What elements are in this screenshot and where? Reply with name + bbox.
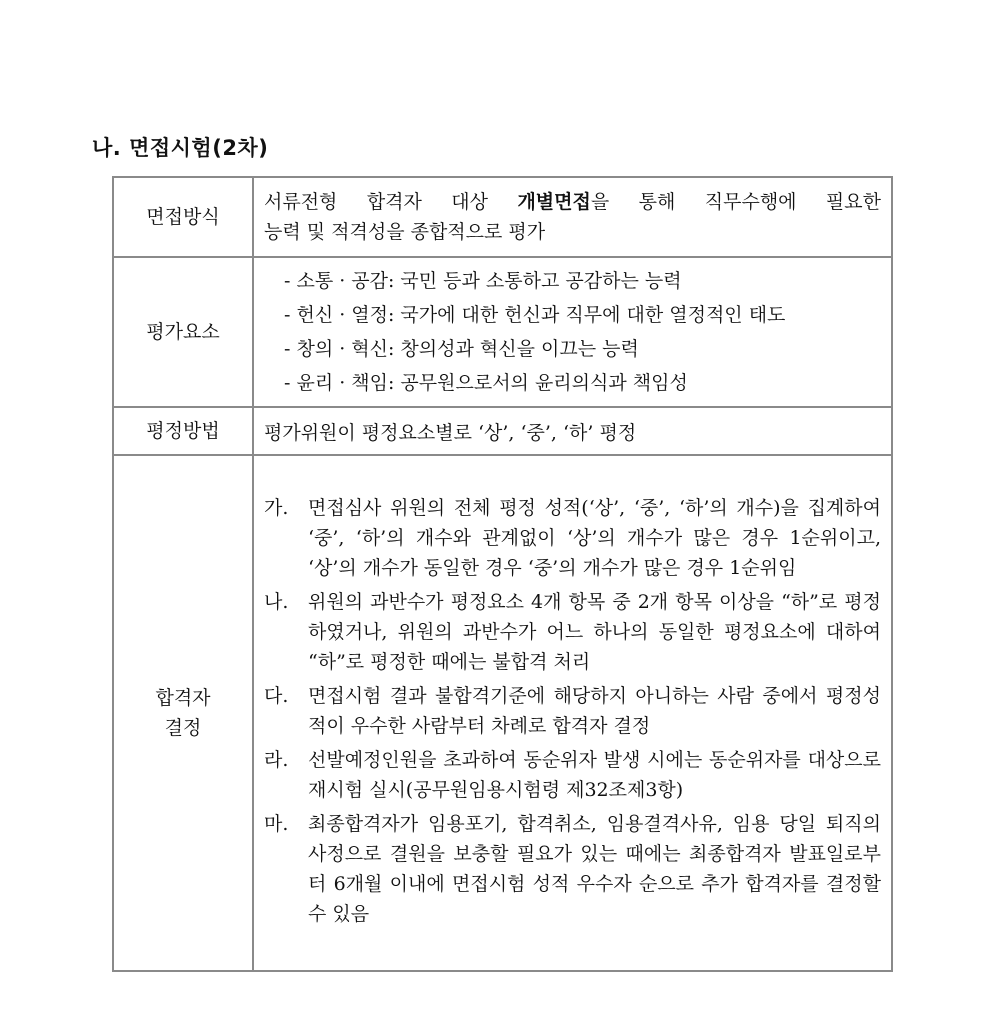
content-evaluation-elements <box>253 257 892 407</box>
label-rating-method: 평정방법 <box>113 407 253 455</box>
decision-item <box>264 745 881 805</box>
element-item: - 창의 · 혁신: 창의성과 혁신을 이끄는 능력 <box>284 338 639 360</box>
decision-item-marker: 다. <box>264 685 289 707</box>
element-item: - 소통 · 공감: 국민 등과 소통하고 공감하는 능력 <box>284 270 682 292</box>
decision-item <box>264 809 881 929</box>
interview-exam-table <box>112 176 893 972</box>
method-text-before: 서류전형 합격자 대상 <box>264 191 518 213</box>
decision-item <box>264 493 881 583</box>
label-interview-method: 면접방식 <box>113 177 253 257</box>
decision-item-text: 선발예정인원을 초과하여 동순위자 발생 시에는 동순위자를 대상으로 재시험 실시(공무원임용시험령 제32조제3항) <box>308 749 881 801</box>
decision-item-marker: 가. <box>264 497 289 519</box>
content-pass-decision <box>253 455 892 971</box>
row-interview-method <box>113 177 892 257</box>
decision-item-text: 위원의 과반수가 평정요소 4개 항목 중 2개 항목 이상을 “하”로 평정하였거나, 위원의 과반수가 어느 하나의 동일한 평정요소에 대하여 “하”로 평정한 때에는 불합격 처리 <box>308 591 881 673</box>
label-evaluation-elements: 평가요소 <box>113 257 253 407</box>
content-interview-method <box>253 177 892 257</box>
decision-item-marker: 마. <box>264 813 289 835</box>
method-text-after: 을 통해 직무수행에 필요한 <box>590 191 881 213</box>
decision-item-marker: 나. <box>264 591 289 613</box>
decision-item-text: 면접시험 결과 불합격기준에 해당하지 아니하는 사람 중에서 평정성적이 우수한 사람부터 차례로 합격자 결정 <box>308 685 881 737</box>
element-item: - 헌신 · 열정: 국가에 대한 헌신과 직무에 대한 열정적인 태도 <box>284 304 786 326</box>
decision-item-text: 최종합격자가 임용포기, 합격취소, 임용결격사유, 임용 당일 퇴직의 사정으로 결원을 보충할 필요가 있는 때에는 최종합격자 발표일로부터 6개월 이내에 면접시험 성적 우수자 순으로 추가 합격자를 결정할 수 있음 <box>308 813 881 925</box>
method-line-2: 능력 및 적격성을 종합적으로 평가 <box>264 221 546 243</box>
label-pass-decision-line2: 결정 <box>164 717 202 739</box>
row-evaluation-elements <box>113 257 892 407</box>
method-text-bold: 개별면접 <box>517 191 591 213</box>
row-pass-decision <box>113 455 892 971</box>
label-pass-decision <box>113 455 253 971</box>
section-title: 나. 면접시험(2차) <box>92 136 269 160</box>
content-rating-method: 평가위원이 평정요소별로 ‘상’, ‘중’, ‘하’ 평정 <box>253 407 892 455</box>
decision-item <box>264 681 881 741</box>
method-line-1 <box>264 187 881 217</box>
decision-item-text: 면접심사 위원의 전체 평정 성적(‘상’, ‘중’, ‘하’의 개수)을 집계하여 ‘중’, ‘하’의 개수와 관계없이 ‘상’의 개수가 많은 경우 1순위이고, ‘상’의 개수가 동일한 경우 ‘중’의 개수가 많은 경우 1순위임 <box>308 497 881 579</box>
label-pass-decision-line1: 합격자 <box>155 687 211 709</box>
row-rating-method <box>113 407 892 455</box>
decision-item-marker: 라. <box>264 749 289 771</box>
decision-item <box>264 587 881 677</box>
element-item: - 윤리 · 책임: 공무원으로서의 윤리의식과 책임성 <box>284 372 688 394</box>
